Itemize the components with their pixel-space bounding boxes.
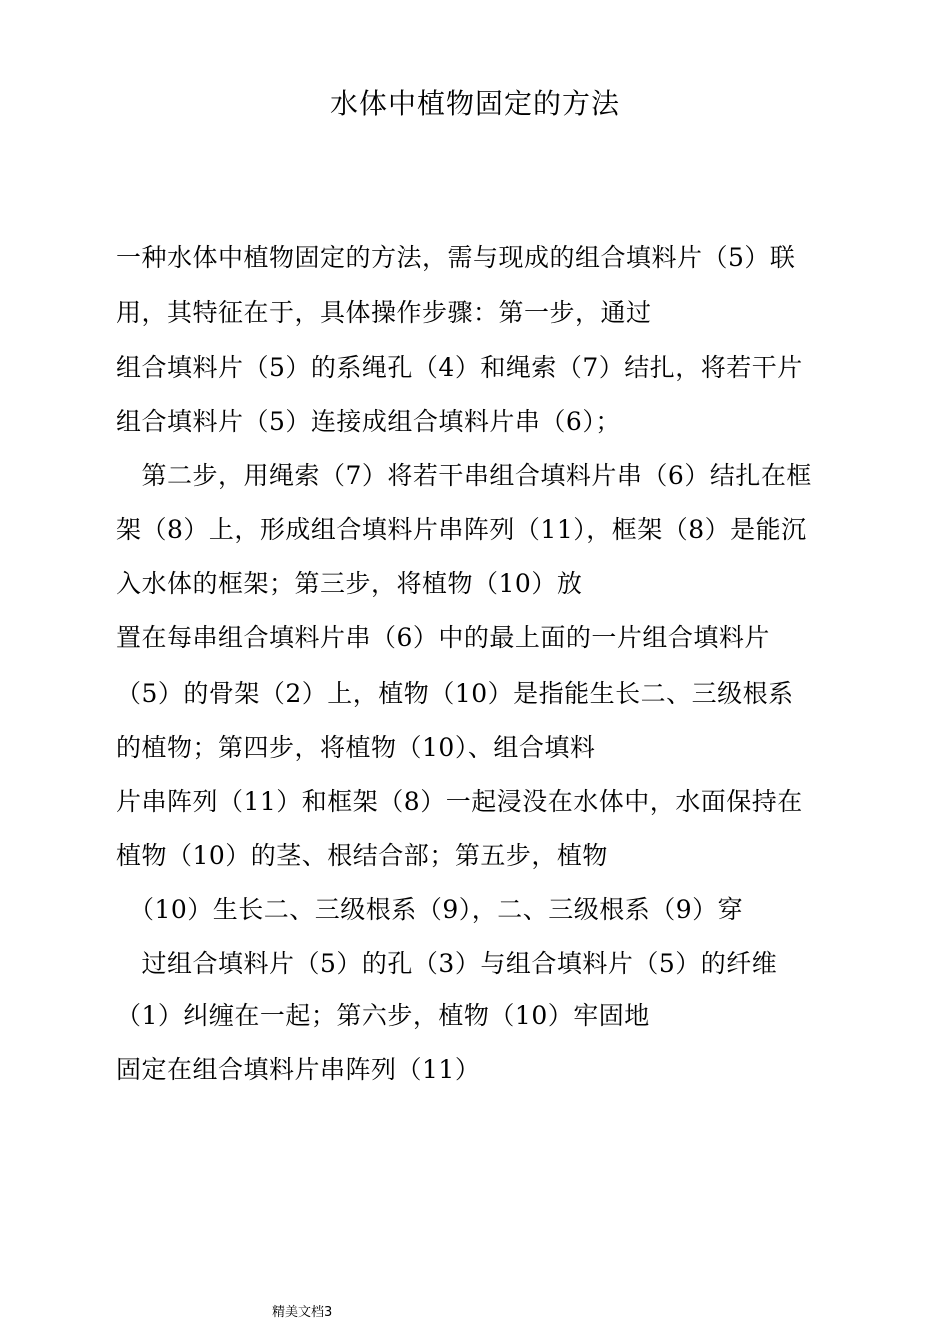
body-line: 植物（10）的茎、根结合部；第五步，植物: [116, 841, 608, 870]
body-line: 用，其特征在于，具体操作步骤：第一步，通过: [116, 298, 652, 327]
body-line: （5）的骨架（2）上，植物（10）是指能生长二、三级根系: [116, 679, 794, 708]
body-line: 组合填料片（5）的系绳孔（4）和绳索（7）结扎，将若干片: [116, 353, 803, 382]
page-footer-label: 精美文档3: [272, 1305, 333, 1320]
body-line: 片串阵列（11）和框架（8）一起浸没在水体中，水面保持在: [116, 787, 803, 816]
body-line: 组合填料片（5）连接成组合填料片串（6）；: [116, 407, 621, 436]
body-line: 固定在组合填料片串阵列（11）: [116, 1055, 481, 1084]
body-line: 一种水体中植物固定的方法，需与现成的组合填料片（5）联: [116, 243, 796, 272]
body-line: 的植物；第四步，将植物（10）、组合填料: [116, 733, 596, 762]
body-line: 过组合填料片（5）的孔（3）与组合填料片（5）的纤维: [116, 949, 778, 978]
body-line: （10）生长二、三级根系（9），二、三级根系（9）穿: [116, 895, 744, 924]
body-line: 置在每串组合填料片串（6）中的最上面的一片组合填料片: [116, 623, 770, 652]
document-title: 水体中植物固定的方法: [329, 87, 620, 120]
body-line: 入水体的框架；第三步，将植物（10）放: [116, 569, 583, 598]
body-line: 第二步，用绳索（7）将若干串组合填料片串（6）结扎在框: [116, 461, 812, 490]
body-line: 架（8）上，形成组合填料片串阵列（11），框架（8）是能沉: [116, 515, 807, 544]
body-line: （1）纠缠在一起；第六步，植物（10）牢固地: [116, 1001, 650, 1030]
